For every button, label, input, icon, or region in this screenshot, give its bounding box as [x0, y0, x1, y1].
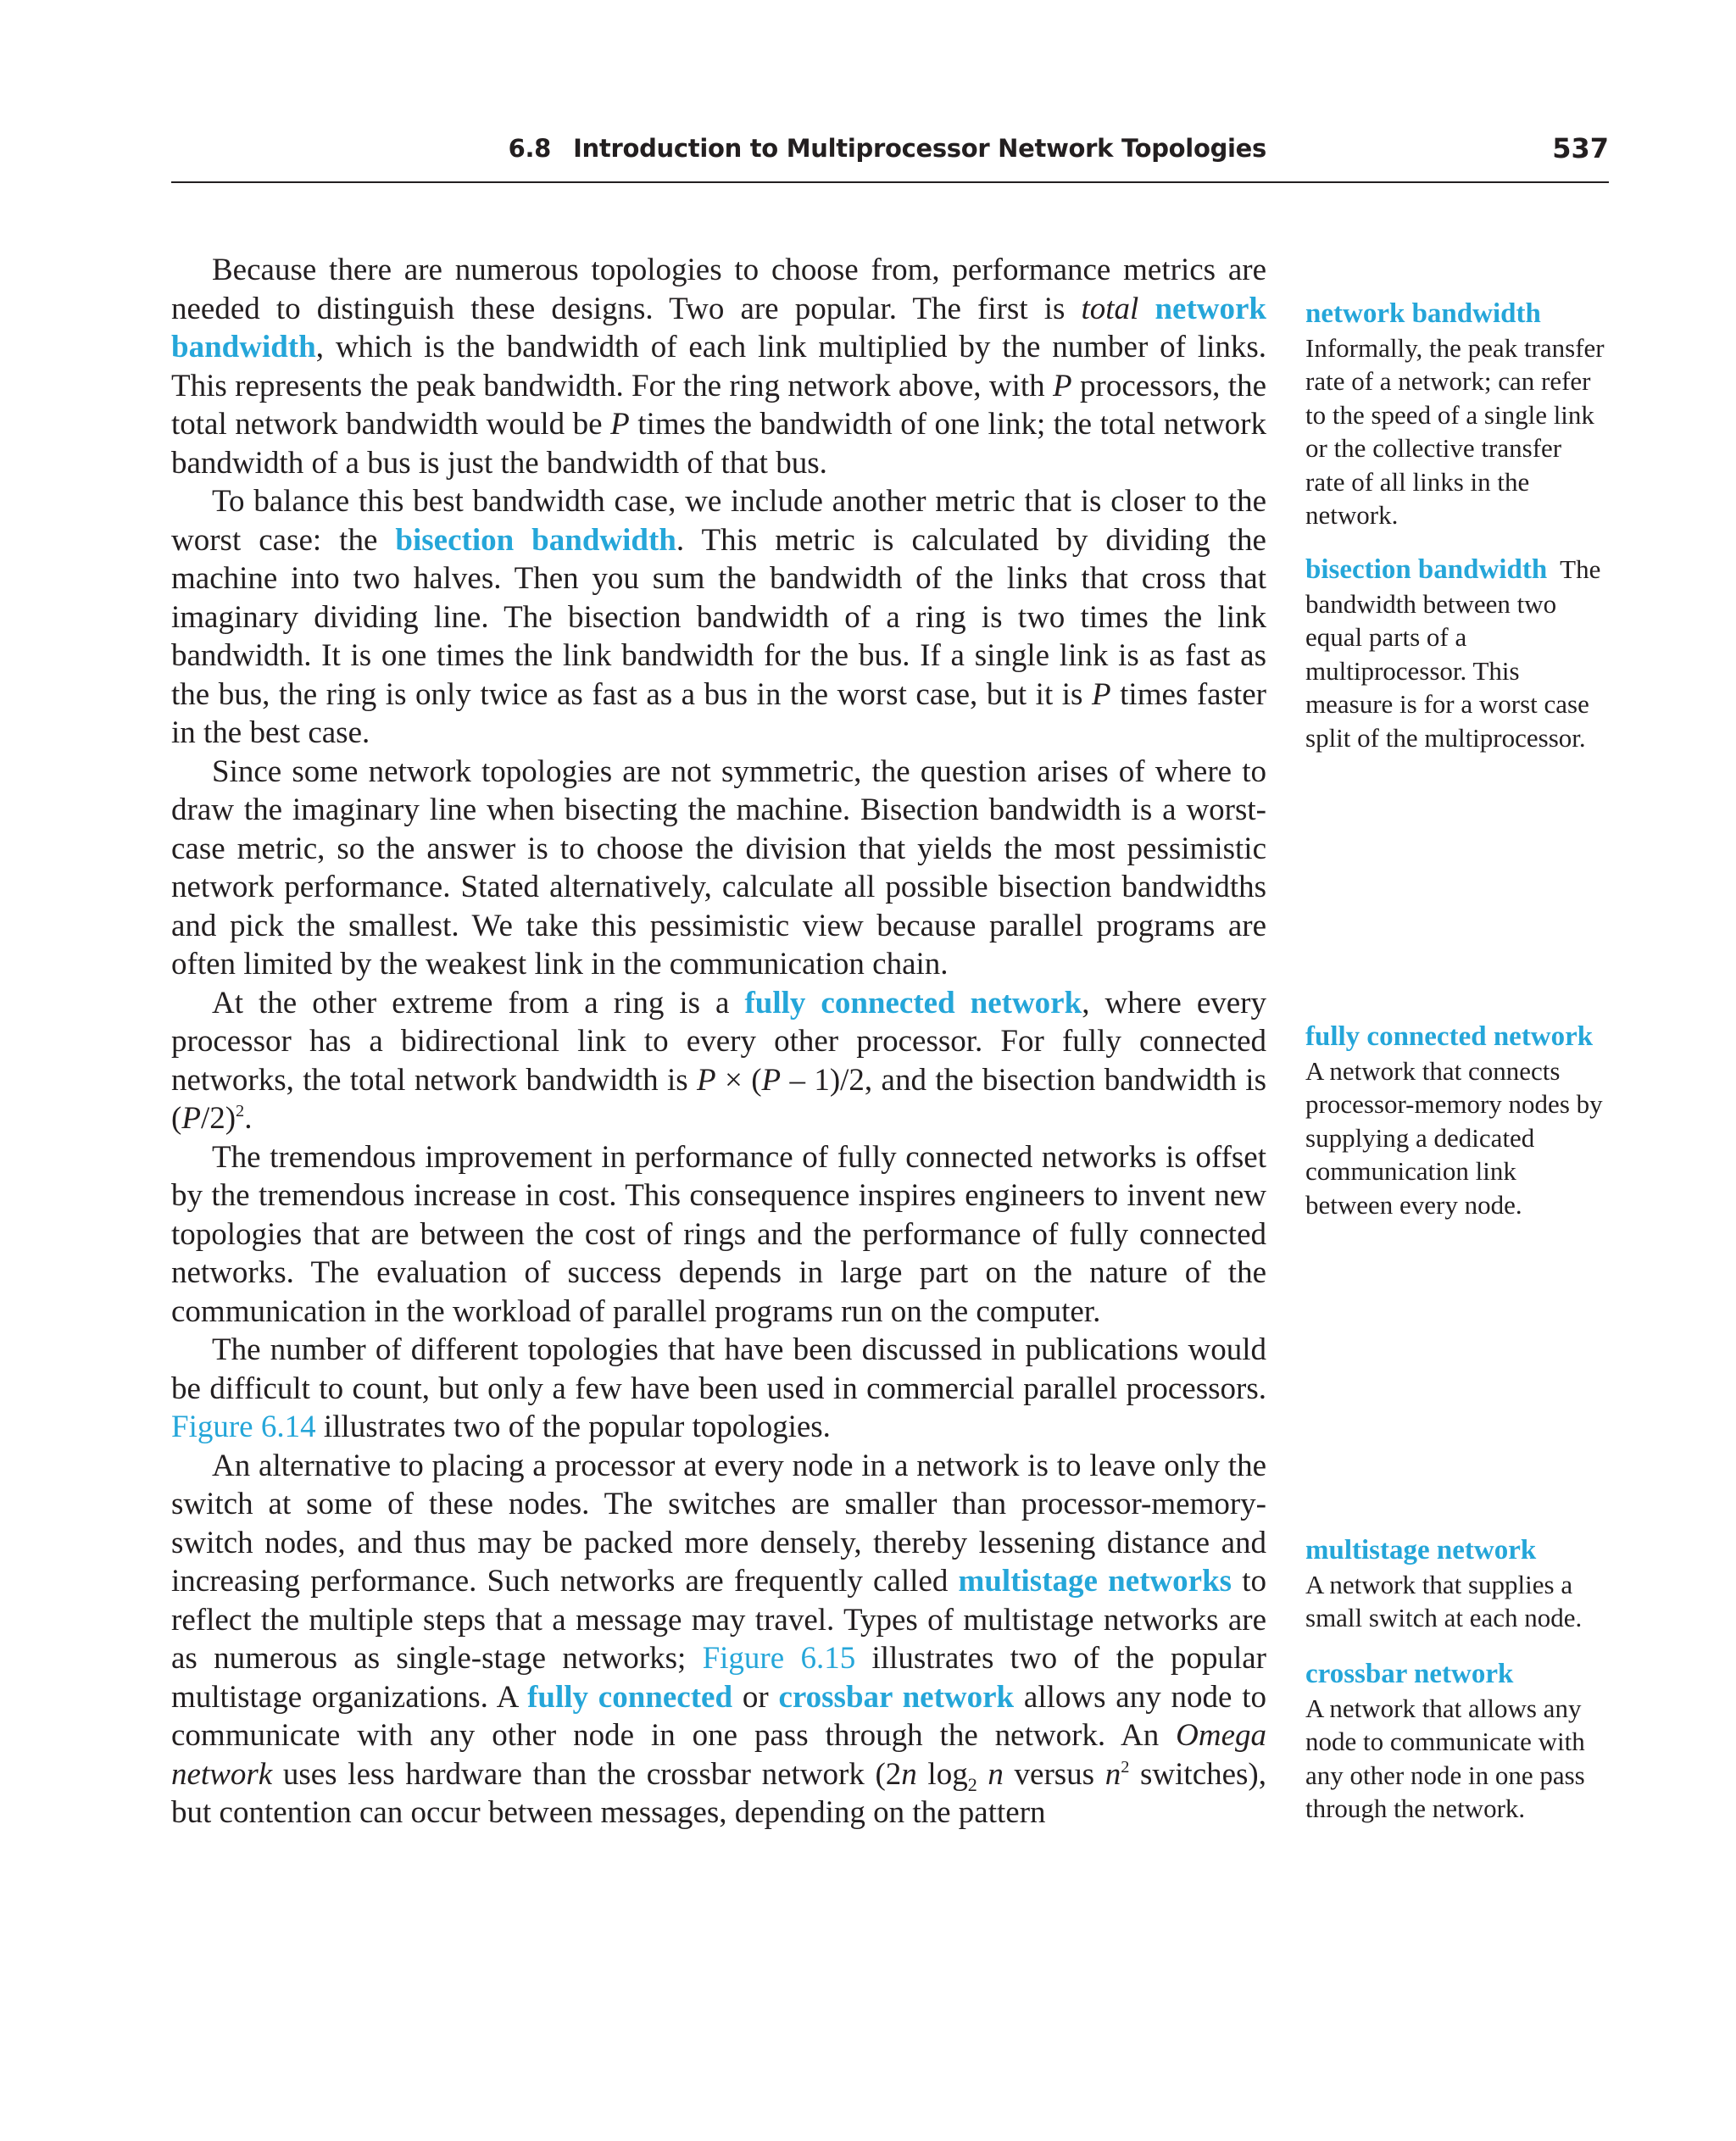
- text-run: illustrates two of the popular multistage organizations. A: [171, 1641, 1266, 1715]
- math-variable: P: [1091, 676, 1111, 712]
- text-run: times the bandwidth of one link; the total network bandwidth of a bus is just the bandwidth of that bus.: [171, 407, 1266, 481]
- superscript: 2: [236, 1101, 245, 1121]
- paragraph-3: [171, 753, 1266, 984]
- margin-note-crossbar-network: [1305, 1658, 1607, 1826]
- running-header: [171, 134, 1609, 183]
- paragraph-4: [171, 984, 1266, 1138]
- text-run: An alternative to placing a processor at every node in a network is to leave only the switch at some of these nodes. The switches are smaller than processor-memory-switch nodes, and thus may be packed more densely, thereby lessening distance and increasing performance. Such networks are frequently called: [171, 1448, 1266, 1599]
- math-variable: P: [1053, 368, 1072, 403]
- glossary-term: fully connected network: [1305, 1021, 1594, 1052]
- keyword-fully-connected: fully connected: [527, 1679, 733, 1715]
- paragraph-6: [171, 1331, 1266, 1447]
- text-run: versus: [1003, 1756, 1105, 1792]
- math-variable: P: [697, 1062, 716, 1098]
- superscript: 2: [1121, 1757, 1130, 1777]
- glossary-term: multistage network: [1305, 1535, 1537, 1565]
- math-variable: P: [761, 1062, 782, 1098]
- keyword-fully-connected-network: fully connected network: [744, 985, 1082, 1020]
- math-variable: n: [988, 1756, 1004, 1792]
- paragraph-5: [171, 1138, 1266, 1332]
- text-run: processors, the total network bandwidth would be: [171, 368, 1266, 442]
- math-variable: n: [1104, 1756, 1121, 1792]
- text-run: To balance this best bandwidth case, we include another metric that is closer to the worst case: the: [171, 484, 1266, 558]
- margin-note-fully-connected-network: [1305, 1020, 1607, 1221]
- glossary-definition: Informally, the peak transfer rate of a network; can refer to the speed of a single link or the collective transfer rate of all links in the network.: [1305, 332, 1605, 530]
- paragraph-2: [171, 482, 1266, 753]
- text-run: times faster in the best case.: [171, 676, 1266, 750]
- math-variable: P: [181, 1101, 201, 1136]
- math-variable: n: [901, 1756, 917, 1792]
- text-run: allows any node to communicate with any other node in one pass through the network. An: [171, 1679, 1266, 1753]
- text-run: – 1)/2, and the bisection bandwidth is (: [171, 1062, 1266, 1136]
- text-run: illustrates two of the popular topologies.: [315, 1410, 831, 1444]
- text-run: switches), but contention can occur between messages, depending on the pattern: [171, 1756, 1267, 1830]
- keyword-bisection-bandwidth: bisection bandwidth: [395, 522, 676, 558]
- text-run: or: [732, 1679, 779, 1715]
- text-run: , where every processor has a bidirectional link to every other processor. For fully connected networks, the total network bandwidth is: [171, 985, 1266, 1098]
- glossary-term: network bandwidth: [1305, 298, 1541, 329]
- keyword-multistage-networks: multistage networks: [958, 1564, 1232, 1599]
- text-run: to reflect the multiple steps that a message may travel. Types of multistage networks are as numerous as single-stage networks;: [171, 1564, 1267, 1676]
- glossary-term: crossbar network: [1305, 1659, 1514, 1689]
- text-run: Because there are numerous topologies to choose from, performance metrics are needed to distinguish these designs. Two are popular. The first is: [171, 253, 1266, 326]
- page-number: 537: [1552, 132, 1609, 164]
- text-run: uses less hardware than the crossbar network (2: [272, 1756, 902, 1792]
- paragraph-7: [171, 1447, 1266, 1832]
- text-run: , which is the bandwidth of each link multiplied by the number of links. This represents the peak bandwidth. For the ring network above, with: [171, 330, 1266, 403]
- keyword-crossbar-network: crossbar network: [778, 1679, 1015, 1715]
- text-run: [1138, 292, 1155, 326]
- running-header-title: [509, 134, 1266, 163]
- figure-6-15-link[interactable]: Figure 6.15: [702, 1641, 856, 1676]
- keyword-network-bandwidth: network bandwidth: [171, 291, 1266, 364]
- text-run: Since some network topologies are not symmetric, the question arises of where to draw the imaginary line when bisecting the machine. Bisection bandwidth is a worst-case metric, so the answer is to choose the division that yields the most pessimistic network performance. Stated alternatively, calculate all possible bisection bandwidths and pick the smallest. We take this pessimistic view because parallel programs are often limited by the weakest link in the communication chain.: [171, 754, 1266, 982]
- math-variable: P: [610, 407, 630, 442]
- text-run: . This metric is calculated by dividing the machine into two halves. Then you sum the bandwidth of the links that cross that imaginary dividing line. The bisection bandwidth of a ring is two times the link bandwidth. It is one times the link bandwidth for the bus. If a single link is as fast as the bus, the ring is only twice as fast as a bus in the worst case, but it is: [171, 522, 1266, 712]
- glossary-definition: A network that allows any node to communicate with any other node in one pass through the network.: [1305, 1693, 1585, 1823]
- glossary-definition: A network that supplies a small switch at each node.: [1305, 1569, 1583, 1632]
- body-text: [171, 251, 1266, 1832]
- text-run: × (: [715, 1062, 762, 1098]
- margin-note-network-bandwidth: [1305, 297, 1607, 532]
- text-run: [977, 1757, 988, 1792]
- emphasis: Omega network: [171, 1718, 1266, 1792]
- figure-6-14-link[interactable]: Figure 6.14: [171, 1410, 316, 1444]
- text-run: At the other extreme from a ring is a: [212, 985, 745, 1020]
- subscript: 2: [967, 1773, 977, 1795]
- paragraph-1: [171, 251, 1266, 482]
- emphasis: total: [1081, 291, 1139, 326]
- text-run: The number of different topologies that have been discussed in publications would be difficult to count, but only a few have been used in commercial parallel processors.: [171, 1332, 1266, 1406]
- margin-note-multistage-network: [1305, 1534, 1607, 1635]
- glossary-definition: The bandwidth between two equal parts of a multiprocessor. This measure is for a worst case split of the multiprocessor.: [1305, 554, 1601, 753]
- section-number: 6.8: [508, 134, 552, 163]
- section-title: Introduction to Multiprocessor Network Topologies: [573, 134, 1266, 163]
- glossary-term: bisection bandwidth: [1305, 554, 1548, 585]
- glossary-definition: A network that connects processor-memory nodes by supplying a dedicated communication link between every node.: [1305, 1055, 1603, 1220]
- text-run: log: [916, 1756, 968, 1792]
- text-run: /2): [200, 1101, 236, 1136]
- margin-note-bisection-bandwidth: [1305, 553, 1607, 754]
- text-run: The tremendous improvement in performance of fully connected networks is offset by the tremendous increase in cost. This consequence inspires engineers to invent new topologies that are between the cost of rings and the performance of fully connected networks. The evaluation of success depends in large part on the nature of the communication in the workload of parallel programs run on the computer.: [171, 1139, 1266, 1329]
- text-run: .: [244, 1101, 253, 1136]
